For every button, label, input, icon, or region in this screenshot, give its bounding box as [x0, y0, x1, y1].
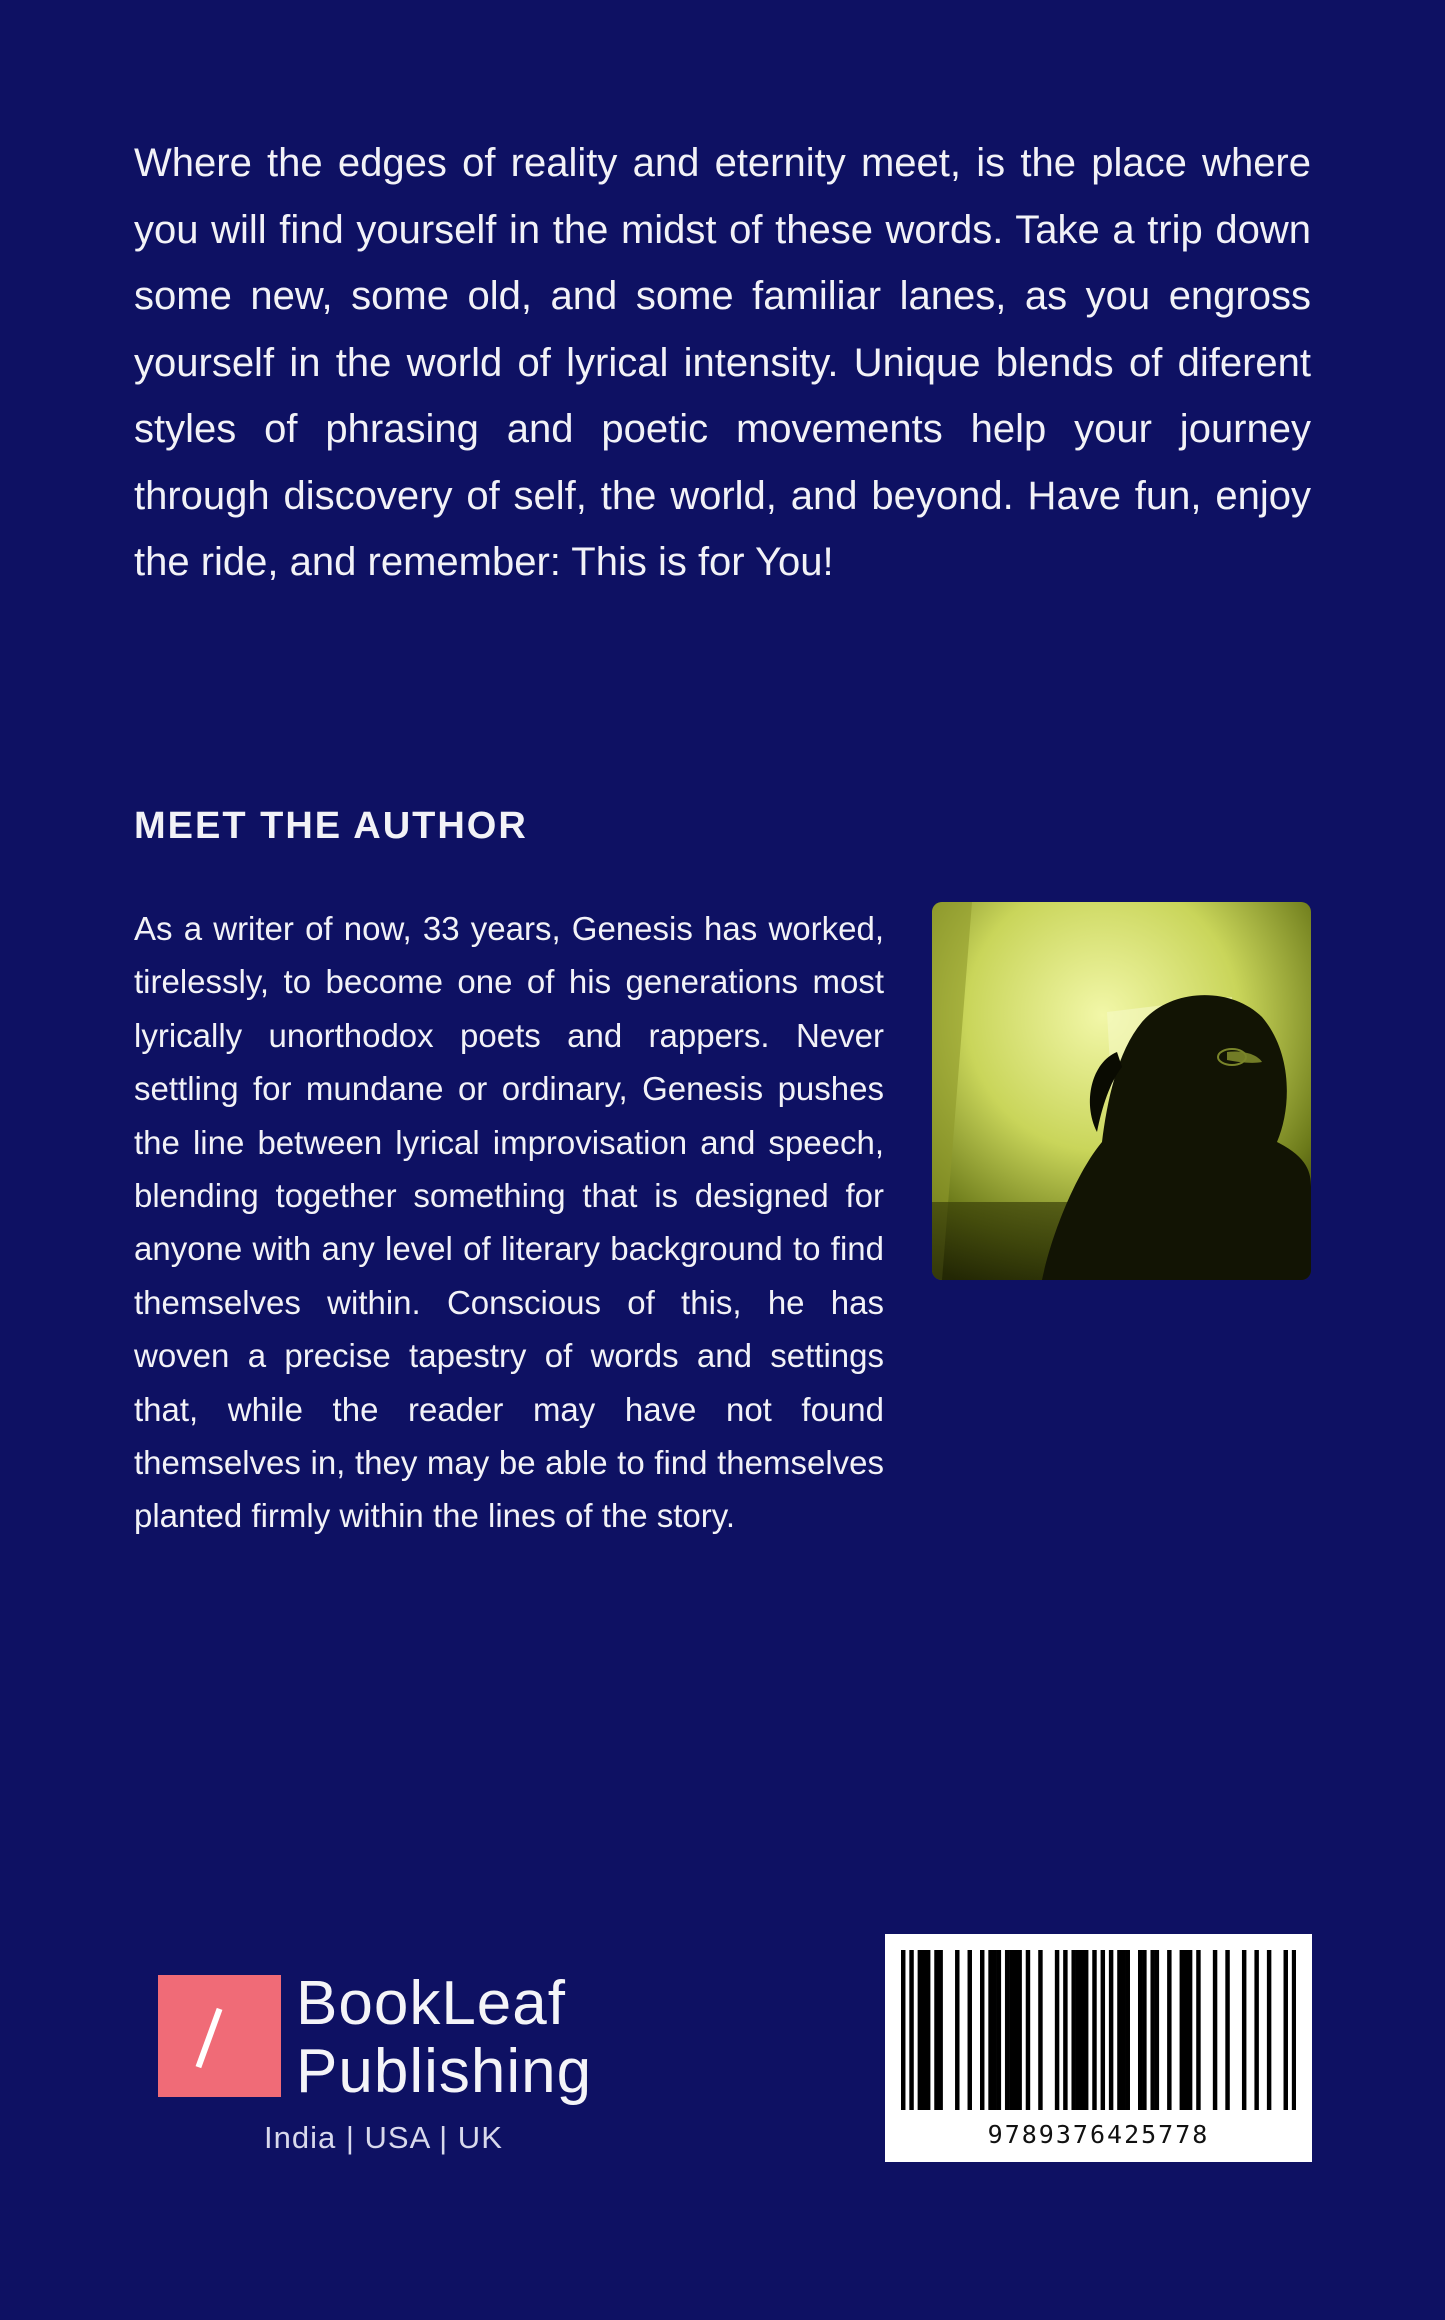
barcode-bar — [926, 1950, 930, 2110]
barcode-bar — [1167, 1950, 1171, 2110]
barcode-bar — [1180, 1950, 1184, 2110]
barcode-bar — [1092, 1950, 1096, 2110]
barcode-bar — [955, 1950, 959, 2110]
publisher-name — [296, 1970, 592, 2106]
barcode-bar — [1213, 1950, 1217, 2110]
barcode-bar — [1284, 1950, 1288, 2110]
barcode-bar — [1005, 1950, 1009, 2110]
barcode-bar — [1188, 1950, 1192, 2110]
barcode-bar — [1155, 1950, 1159, 2110]
back-cover-blurb: Where the edges of reality and eternity meet, is the place where you will find yourself in the midst of these words. Take a trip down some new, some old, and some familiar lanes, as you engross yourself in the world of lyrical intensity. Unique blends of diferent styles of phrasing and poetic movements help your journey through discovery of self, the world, and beyond. Have fun, enjoy the ride, and remember: This is for You! — [134, 141, 1311, 584]
barcode-bar — [1076, 1950, 1080, 2110]
barcode-bar — [1138, 1950, 1142, 2110]
barcode-bar — [1017, 1950, 1021, 2110]
barcode-bar — [1126, 1950, 1130, 2110]
logo-mark — [158, 1975, 281, 2097]
barcode-bar — [1009, 1950, 1013, 2110]
barcode-bar — [1225, 1950, 1229, 2110]
barcode-bar — [1292, 1950, 1296, 2110]
barcode-bar — [1071, 1950, 1075, 2110]
barcode-bar — [918, 1950, 922, 2110]
publisher-name-line1: BookLeaf — [296, 1969, 566, 2038]
barcode-bar — [980, 1950, 984, 2110]
barcode-bar — [938, 1950, 942, 2110]
barcode-bar — [922, 1950, 926, 2110]
barcode-bar — [1055, 1950, 1059, 2110]
barcode-bar — [1242, 1950, 1246, 2110]
publisher-name-line2: Publishing — [296, 2037, 593, 2106]
barcode-bar — [1101, 1950, 1105, 2110]
barcode-bar — [909, 1950, 913, 2110]
slash-icon — [196, 2008, 223, 2068]
barcode-bar — [1026, 1950, 1030, 2110]
barcode-bar — [1109, 1950, 1113, 2110]
publisher-locations: India | USA | UK — [264, 2120, 503, 2155]
barcode-bar — [1254, 1950, 1258, 2110]
barcode-bar — [1084, 1950, 1088, 2110]
barcode-bar — [1267, 1950, 1271, 2110]
barcode-bar — [1080, 1950, 1084, 2110]
author-bio: As a writer of now, 33 years, Genesis has worked, tirelessly, to become one of his generations most lyrically unorthodox poets and rappers. Never settling for mundane or ordinary, Genesis pushes the line between lyrical improvisation and speech, blending together something that is designed for anyone with any level of literary background to find themselves within. Conscious of this, he has woven a precise tapestry of words and settings that, while the reader may have not found themselves in, they may be able to find themselves planted firmly within the lines of the story. — [134, 910, 884, 1535]
barcode-bar — [988, 1950, 992, 2110]
meet-the-author-heading: MEET THE AUTHOR — [134, 805, 528, 847]
barcode-bar — [1038, 1950, 1042, 2110]
barcode-bar — [1142, 1950, 1146, 2110]
barcode-bar — [1184, 1950, 1188, 2110]
barcode-bar — [1121, 1950, 1125, 2110]
bookleaf-publishing-logo — [158, 1970, 618, 2170]
barcode-bar — [1063, 1950, 1067, 2110]
barcode-bar — [934, 1950, 938, 2110]
barcode-bars — [901, 1950, 1296, 2110]
isbn-barcode — [885, 1934, 1312, 2162]
barcode-bar — [1117, 1950, 1121, 2110]
barcode-bar — [1196, 1950, 1200, 2110]
barcode-bar — [1150, 1950, 1154, 2110]
barcode-bar — [1013, 1950, 1017, 2110]
barcode-bar — [901, 1950, 905, 2110]
barcode-bar — [968, 1950, 972, 2110]
barcode-bar — [992, 1950, 996, 2110]
isbn-number: 9789376425778 — [987, 2120, 1210, 2149]
author-photo — [932, 902, 1311, 1280]
barcode-bar — [997, 1950, 1001, 2110]
